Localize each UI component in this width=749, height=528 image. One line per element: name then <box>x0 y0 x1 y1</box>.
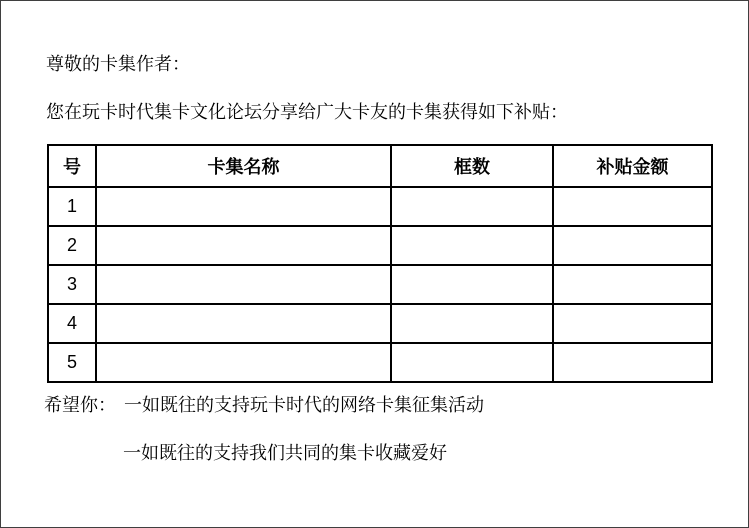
cell-card-set-name <box>96 187 391 226</box>
cell-subsidy-amount <box>553 187 712 226</box>
intro-line: 您在玩卡时代集卡文化论坛分享给广大卡友的卡集获得如下补贴： <box>46 102 568 122</box>
cell-frame-count <box>391 226 553 265</box>
cell-row-number: 3 <box>48 265 96 304</box>
column-header-name: 卡集名称 <box>96 145 391 187</box>
column-header-amount: 补贴金额 <box>553 145 712 187</box>
cell-card-set-name <box>96 265 391 304</box>
cell-subsidy-amount <box>553 304 712 343</box>
cell-frame-count <box>391 304 553 343</box>
cell-frame-count <box>391 343 553 382</box>
column-header-no: 号 <box>48 145 96 187</box>
closing-text-1: 一如既往的支持玩卡时代的网络卡集征集活动 <box>124 395 484 415</box>
salutation-line: 尊敬的卡集作者： <box>46 54 190 74</box>
cell-row-number: 1 <box>48 187 96 226</box>
cell-subsidy-amount <box>553 343 712 382</box>
cell-subsidy-amount <box>553 265 712 304</box>
table-row <box>48 226 712 265</box>
cell-card-set-name <box>96 226 391 265</box>
closing-label: 希望你： <box>44 395 116 415</box>
table-row <box>48 343 712 382</box>
cell-card-set-name <box>96 304 391 343</box>
closing-line-2: 一如既往的支持我们共同的集卡收藏爱好 <box>123 443 447 463</box>
table-row <box>48 304 712 343</box>
column-header-frames: 框数 <box>391 145 553 187</box>
table-row <box>48 265 712 304</box>
cell-row-number: 2 <box>48 226 96 265</box>
cell-frame-count <box>391 265 553 304</box>
table-header-row <box>48 145 712 187</box>
subsidy-table <box>47 144 713 383</box>
table-row <box>48 187 712 226</box>
cell-frame-count <box>391 187 553 226</box>
cell-row-number: 5 <box>48 343 96 382</box>
cell-subsidy-amount <box>553 226 712 265</box>
cell-card-set-name <box>96 343 391 382</box>
closing-line-1 <box>44 394 484 416</box>
cell-row-number: 4 <box>48 304 96 343</box>
